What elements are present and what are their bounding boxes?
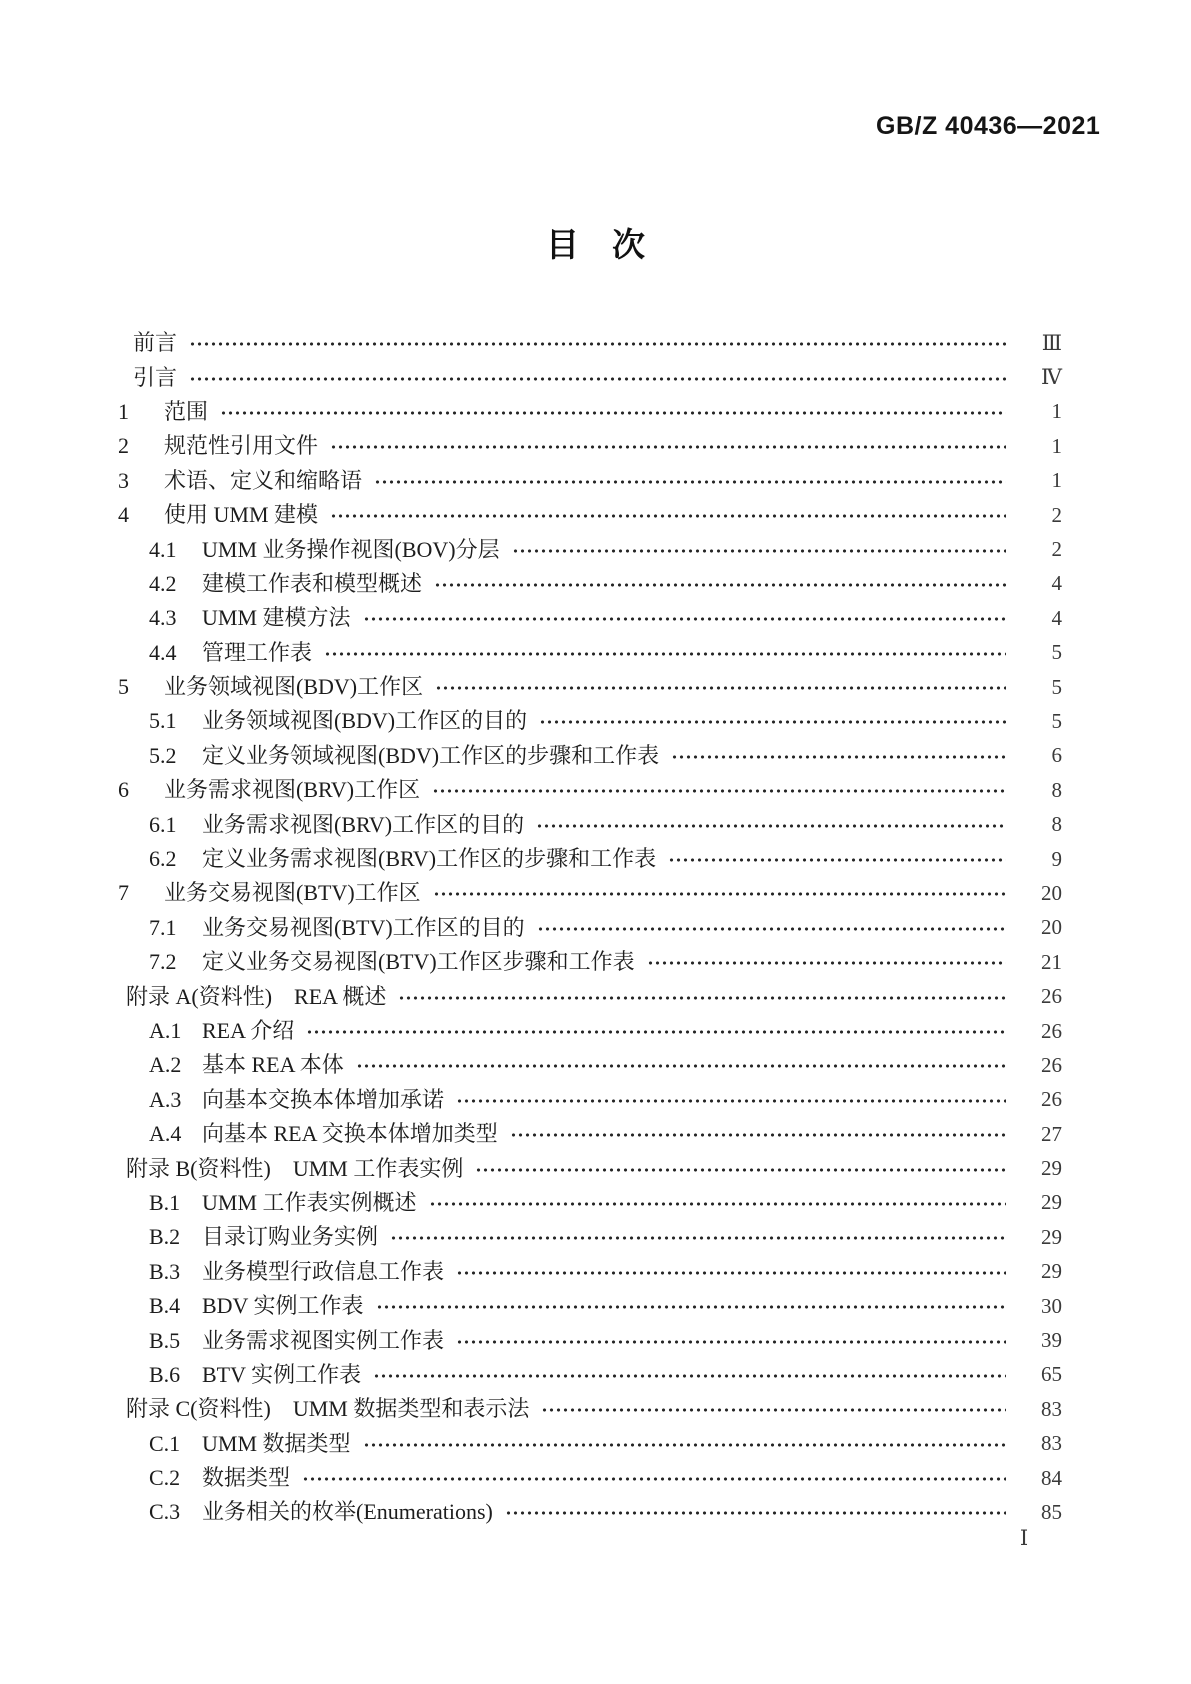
toc-entry	[118, 1427, 1062, 1461]
toc-entry	[118, 1083, 1062, 1117]
toc-entry-label: 向基本交换本体增加承诺	[202, 1086, 445, 1112]
toc-entry-label: 范围	[164, 398, 209, 424]
toc-entry-number: C.1	[149, 1430, 181, 1456]
dot-leader	[189, 333, 1006, 355]
toc-entry	[118, 360, 1062, 394]
dot-leader	[433, 883, 1006, 905]
toc-entry-label: 业务领域视图(BDV)工作区的目的	[202, 708, 528, 734]
toc-entry-label: 使用 UMM 建模	[164, 502, 319, 528]
toc-entry	[118, 876, 1062, 910]
toc-entry-page: 29	[1041, 1259, 1062, 1284]
dot-leader	[356, 1055, 1006, 1077]
toc-entry	[118, 395, 1062, 429]
toc-entry-page: 20	[1041, 880, 1062, 905]
toc-entry-page: 9	[1051, 846, 1062, 871]
toc-entry-label: 管理工作表	[202, 639, 313, 665]
toc-entry-label: 附录 C(资料性) UMM 数据类型和表示法	[126, 1396, 530, 1422]
toc-entry-number: A.2	[149, 1052, 182, 1078]
toc-entry-label: 附录 A(资料性) REA 概述	[126, 983, 387, 1009]
toc-entry-number: A.1	[149, 1018, 182, 1043]
toc-entry-page: 2	[1051, 502, 1062, 527]
toc-entry-number: 2	[118, 433, 129, 459]
toc-entry	[118, 1151, 1062, 1185]
toc-entry-page: 65	[1041, 1362, 1062, 1387]
toc-entry-number: B.6	[149, 1361, 181, 1387]
toc-entry-page: 26	[1041, 1052, 1062, 1077]
dot-leader	[390, 1227, 1006, 1249]
dot-leader	[189, 368, 1006, 390]
toc-entry-number: 5.2	[149, 742, 177, 768]
toc-entry-page: 21	[1041, 949, 1062, 974]
toc-entry-page: 8	[1051, 812, 1062, 837]
toc-entry	[118, 326, 1062, 360]
dot-leader	[456, 1262, 1006, 1284]
toc-entry	[118, 773, 1062, 807]
dot-leader	[512, 540, 1006, 562]
toc-entry-label: 建模工作表和模型概述	[202, 570, 423, 596]
toc-entry-label: UMM 建模方法	[202, 605, 351, 631]
toc-entry	[118, 1048, 1062, 1082]
dot-leader	[668, 849, 1006, 871]
toc-entry-page: 6	[1051, 743, 1062, 768]
dot-leader	[505, 1502, 1006, 1524]
dot-leader	[435, 677, 1006, 699]
toc-entry-number: 6.1	[149, 811, 177, 837]
toc-entry-label: 业务需求视图(BRV)工作区	[164, 777, 421, 803]
toc-entry	[118, 1495, 1062, 1529]
toc-entry-label: UMM 业务操作视图(BOV)分层	[202, 536, 500, 562]
toc-entry-label: BTV 实例工作表	[202, 1361, 362, 1387]
toc-entry-label: UMM 工作表实例概述	[202, 1189, 417, 1215]
toc-entry-page: Ⅳ	[1041, 365, 1062, 390]
toc-entry-page: 29	[1041, 1156, 1062, 1181]
toc-entry-page: 1	[1051, 468, 1062, 493]
toc-entry-number: B.2	[149, 1224, 181, 1250]
toc-entry	[118, 429, 1062, 463]
toc-entry	[118, 1117, 1062, 1151]
dot-leader	[306, 1021, 1006, 1043]
dot-leader	[456, 1090, 1006, 1112]
toc-entry-label: UMM 数据类型	[202, 1430, 351, 1456]
toc-entry-page: 20	[1041, 915, 1062, 940]
toc-entry	[118, 807, 1062, 841]
toc-entry-label: 规范性引用文件	[164, 433, 319, 459]
toc-entry-label: 业务领域视图(BDV)工作区	[164, 674, 424, 700]
dot-leader	[671, 746, 1006, 768]
toc-entry	[118, 1358, 1062, 1392]
toc-entry-page: 83	[1041, 1396, 1062, 1421]
toc-entry-page: 1	[1051, 433, 1062, 458]
toc-entry	[118, 1255, 1062, 1289]
dot-leader	[330, 505, 1006, 527]
toc-entry-label: 定义业务交易视图(BTV)工作区步骤和工作表	[202, 949, 635, 975]
toc-entry-number: 6	[118, 777, 129, 803]
toc-entry-number: 6.2	[149, 846, 177, 872]
toc-entry-number: 7.2	[149, 949, 177, 975]
toc-entry	[118, 1392, 1062, 1426]
dot-leader	[541, 1399, 1006, 1421]
toc-entry-number: 5	[118, 674, 129, 700]
dot-leader	[220, 402, 1006, 424]
toc-entry-page: 5	[1051, 674, 1062, 699]
dot-leader	[475, 1159, 1006, 1181]
toc-entry	[118, 842, 1062, 876]
dot-leader	[647, 952, 1006, 974]
dot-leader	[324, 643, 1006, 665]
toc-entry	[118, 636, 1062, 670]
table-of-contents	[118, 326, 1062, 1530]
toc-entry-number: 1	[118, 398, 129, 424]
toc-entry-number: 7	[118, 880, 129, 906]
toc-entry	[118, 567, 1062, 601]
toc-entry-page: 5	[1051, 708, 1062, 733]
toc-entry-page: 29	[1041, 1224, 1062, 1249]
toc-entry	[118, 945, 1062, 979]
dot-leader	[536, 815, 1006, 837]
toc-entry-page: 30	[1041, 1293, 1062, 1318]
toc-entry-page: 1	[1051, 399, 1062, 424]
toc-entry-label: 定义业务需求视图(BRV)工作区的步骤和工作表	[202, 846, 657, 872]
dot-leader	[432, 780, 1006, 802]
toc-entry-number: B.1	[149, 1189, 181, 1215]
toc-entry-page: 26	[1041, 1087, 1062, 1112]
toc-entry-page: 4	[1051, 605, 1062, 630]
toc-entry-page: 85	[1041, 1499, 1062, 1524]
toc-entry	[118, 601, 1062, 635]
toc-entry-number: 7.1	[149, 914, 177, 940]
toc-entry-number: B.4	[149, 1293, 181, 1319]
toc-entry	[118, 1323, 1062, 1357]
dot-leader	[434, 574, 1006, 596]
toc-entry-label: 引言	[133, 364, 178, 390]
dot-leader	[539, 711, 1006, 733]
dot-leader	[398, 987, 1006, 1009]
toc-entry	[118, 498, 1062, 532]
toc-entry-label: 业务交易视图(BTV)工作区的目的	[202, 914, 525, 940]
standard-number: GB/Z 40436—2021	[876, 112, 1101, 140]
toc-entry-page: 26	[1041, 1018, 1062, 1043]
toc-entry-label: 业务交易视图(BTV)工作区	[164, 880, 421, 906]
dot-leader	[363, 1434, 1006, 1456]
toc-entry-number: B.5	[149, 1327, 181, 1353]
toc-entry-page: Ⅲ	[1041, 330, 1062, 355]
dot-leader	[302, 1468, 1006, 1490]
toc-entry-number: 4.2	[149, 570, 177, 596]
toc-entry-number: A.3	[149, 1086, 182, 1112]
toc-entry-page: 29	[1041, 1190, 1062, 1215]
toc-entry-label: 业务相关的枚举(Enumerations)	[202, 1499, 493, 1525]
toc-entry-page: 27	[1041, 1121, 1062, 1146]
toc-entry	[118, 1461, 1062, 1495]
toc-entry-label: 附录 B(资料性) UMM 工作表实例	[126, 1155, 464, 1181]
dot-leader	[510, 1124, 1006, 1146]
dot-leader	[374, 471, 1006, 493]
toc-entry-label: 业务模型行政信息工作表	[202, 1258, 445, 1284]
toc-entry-page: 83	[1041, 1431, 1062, 1456]
toc-entry	[118, 1220, 1062, 1254]
footer-page-number: Ⅰ	[1019, 1526, 1029, 1550]
toc-entry-label: 定义业务领域视图(BDV)工作区的步骤和工作表	[202, 742, 660, 768]
toc-entry-number: B.3	[149, 1258, 181, 1284]
toc-entry	[118, 464, 1062, 498]
toc-entry-number: 4	[118, 502, 129, 528]
dot-leader	[373, 1365, 1006, 1387]
toc-entry-page: 4	[1051, 571, 1062, 596]
toc-entry-number: C.2	[149, 1465, 181, 1491]
toc-entry	[118, 1289, 1062, 1323]
toc-entry-page: 5	[1051, 640, 1062, 665]
toc-entry-page: 2	[1051, 537, 1062, 562]
page-title: 目 次	[546, 226, 645, 263]
toc-entry	[118, 911, 1062, 945]
toc-entry	[118, 1186, 1062, 1220]
toc-entry-label: 术语、定义和缩略语	[164, 467, 363, 493]
toc-entry	[118, 704, 1062, 738]
dot-leader	[330, 436, 1006, 458]
toc-entry-label: REA 介绍	[202, 1018, 295, 1043]
toc-entry-page: 84	[1041, 1465, 1062, 1490]
dot-leader	[363, 608, 1006, 630]
toc-entry-number: 5.1	[149, 708, 177, 734]
toc-entry-label: BDV 实例工作表	[202, 1293, 364, 1319]
dot-leader	[376, 1296, 1006, 1318]
toc-entry	[118, 532, 1062, 566]
toc-entry-label: 基本 REA 本体	[202, 1052, 344, 1078]
toc-entry	[118, 739, 1062, 773]
toc-entry-page: 26	[1041, 984, 1062, 1009]
toc-entry-number: A.4	[149, 1121, 182, 1147]
toc-entry-number: 3	[118, 467, 129, 493]
toc-entry	[118, 979, 1062, 1013]
toc-entry	[118, 1014, 1062, 1048]
dot-leader	[456, 1331, 1006, 1353]
toc-entry-number: 4.4	[149, 639, 177, 665]
toc-entry-number: 4.3	[149, 605, 177, 631]
toc-entry-label: 业务需求视图实例工作表	[202, 1327, 445, 1353]
toc-entry-label: 数据类型	[202, 1465, 291, 1491]
toc-entry-number: 4.1	[149, 536, 177, 562]
dot-leader	[429, 1193, 1006, 1215]
toc-entry-label: 业务需求视图(BRV)工作区的目的	[202, 811, 525, 837]
toc-entry-label: 向基本 REA 交换本体增加类型	[202, 1121, 498, 1147]
dot-leader	[537, 918, 1006, 940]
toc-entry-label: 前言	[133, 330, 178, 356]
toc-entry-number: C.3	[149, 1499, 181, 1525]
toc-entry	[118, 670, 1062, 704]
toc-entry-label: 目录订购业务实例	[202, 1224, 379, 1250]
toc-entry-page: 39	[1041, 1328, 1062, 1353]
toc-entry-page: 8	[1051, 777, 1062, 802]
